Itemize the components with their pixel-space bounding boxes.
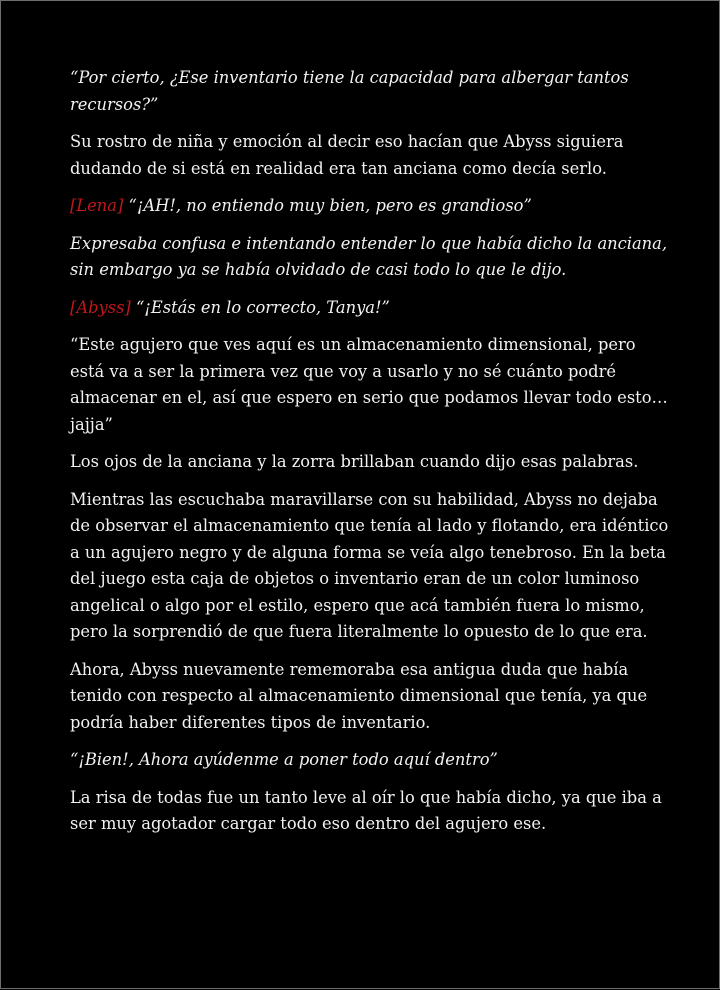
dialogue-lena [70,193,670,220]
paragraph-7: Los ojos de la anciana y la zorra brillaban cuando dijo esas palabras. [70,452,639,471]
paragraph-10: “¡Bien!, Ahora ayúdenme a poner todo aquí dentro” [70,750,498,769]
story-text [70,65,670,849]
paragraph-1: “Por cierto, ¿Ese inventario tiene la capacidad para albergar tantos recursos?” [70,68,629,114]
paragraph-2: Su rostro de niña y emoción al decir eso hacían que Abyss siguiera dudando de si está en realidad era tan anciana como decía serlo. [70,132,624,178]
paragraph-11: La risa de todas fue un tanto leve al oír lo que había dicho, ya que iba a ser muy agotador cargar todo eso dentro del agujero ese. [70,787,662,833]
dialogue-text-abyss: “¡Estás en lo correcto, Tanya!” [135,297,390,317]
paragraph-4: Expresaba confusa e intentando entender lo que había dicho la anciana, sin embargo ya se había olvidado de casi todo lo que le dijo. [70,233,668,279]
paragraph-6: “Este agujero que ves aquí es un almacenamiento dimensional, pero está va a ser la primera vez que voy a usarlo y no sé cuánto podré almacenar en el, así que espero en serio que podamos llevar todo esto… jajja” [70,335,668,434]
dialogue-text-lena: “¡AH!, no entiendo muy bien, pero es grandioso” [128,196,532,215]
speaker-tag-lena: [Lena] [70,196,124,215]
dialogue-abyss [70,295,670,322]
paragraph-8: Mientras las escuchaba maravillarse con su habilidad, Abyss no dejaba de observar el almacenamiento que tenía al lado y flotando, era idéntico a un agujero negro y de alguna forma se veía algo tenebroso. En la beta del juego esta caja de objetos o inventario eran de un color luminoso angelical o algo por el estilo, espero que acá también fuera lo mismo, pero la sorprendió de que fuera literalmente lo opuesto de lo que era. [70,489,669,641]
speaker-tag-abyss: [Abyss] [70,297,131,317]
paragraph-9: Ahora, Abyss nuevamente rememoraba esa antigua duda que había tenido con respecto al almacenamiento dimensional que tenía, ya que podría haber diferentes tipos de inventario. [70,659,648,732]
